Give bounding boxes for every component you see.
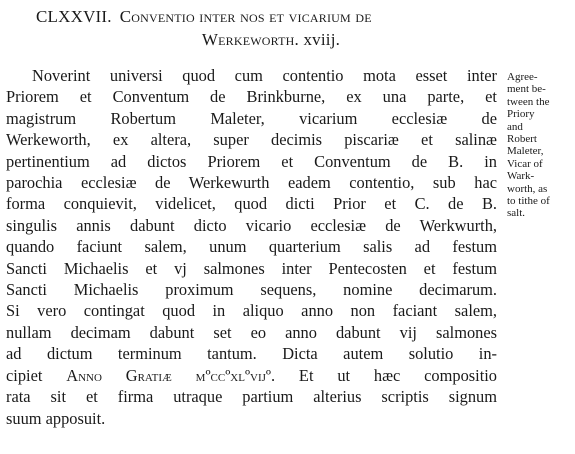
- body-line-fragment: cipiet: [6, 365, 67, 385]
- marginal-note: [507, 71, 573, 220]
- body-line: pertinentium ad dictos Priorem et Conventum de B. in: [6, 151, 497, 171]
- body-line-dated: [6, 365, 497, 386]
- body-line: Sancti Michaelis et vj salmones inter Pentecosten et festum: [6, 258, 497, 278]
- heading-line-2: [36, 28, 496, 51]
- body-line: suum apposuit.: [6, 408, 106, 428]
- marginal-note-line: to tithe of: [507, 195, 550, 208]
- marginal-note-line: salt.: [507, 207, 526, 220]
- marginal-note-line: Agree-: [507, 71, 538, 83]
- charter-number: CLXXVII.: [36, 7, 112, 26]
- marginal-note-line: Robert: [507, 133, 537, 146]
- body-line: parochia ecclesiæ de Werkewurth eadem contentio, sub hac: [6, 173, 497, 193]
- marginal-note-line: Priory: [507, 108, 535, 121]
- body-line: Werkeworth, ex altera, super decimis piscariæ et salinæ: [6, 130, 497, 150]
- body-line: nullam decimam dabunt set eo anno dabunt vij salmones: [6, 322, 497, 342]
- body-line: ad dictum terminum tantum. Dicta autem solutio in-: [6, 344, 497, 364]
- body-line: forma conquievit, videlicet, quod dicti Prior et C. de B.: [6, 194, 497, 214]
- marginal-note-line: and: [507, 120, 523, 133]
- marginal-note-line: worth, as: [507, 182, 548, 195]
- charter-heading: [36, 5, 496, 51]
- marginal-note-line: Wark-: [507, 170, 535, 183]
- heading-title-part-1: Conventio inter nos et vicarium de: [119, 7, 372, 26]
- marginal-note-line: ment be-: [507, 83, 546, 96]
- body-line: Si vero contingat quod in aliquo anno non faciant salem,: [6, 301, 497, 321]
- year-numeral: mºccºxlºvijº.: [171, 365, 276, 385]
- marginal-note-line: Vicar of: [507, 157, 543, 170]
- marginal-note-line: tween the: [507, 95, 550, 108]
- body-line: Sancti Michaelis proximum sequens, nomine decimarum.: [6, 280, 497, 300]
- marginal-note-line: Maleter,: [507, 145, 544, 158]
- heading-line-1: [36, 5, 496, 28]
- body-line: Priorem et Conventum de Brinkburne, ex una parte, et: [6, 87, 497, 107]
- body-line: singulis annis dabunt dicto vicario ecclesiæ de Werkwurth,: [6, 215, 497, 235]
- body-line: Noverint universi quod cum contentio mota esset inter: [32, 66, 497, 85]
- folio-reference: xviij.: [303, 30, 341, 49]
- charter-body-text: [6, 65, 497, 429]
- body-line-fragment: Et ut hæc compositio: [275, 365, 497, 385]
- date-phrase: Anno Gratiæ: [66, 365, 172, 385]
- body-line: quando faciunt salem, unum quarterium salis ad festum: [6, 237, 497, 257]
- heading-title-part-2: Werkeworth.: [201, 30, 300, 49]
- body-line: magistrum Robertum Maleter, vicarium ecclesiæ de: [6, 108, 497, 128]
- body-line: rata sit et firma utraque partium alterius scriptis signum: [6, 387, 497, 407]
